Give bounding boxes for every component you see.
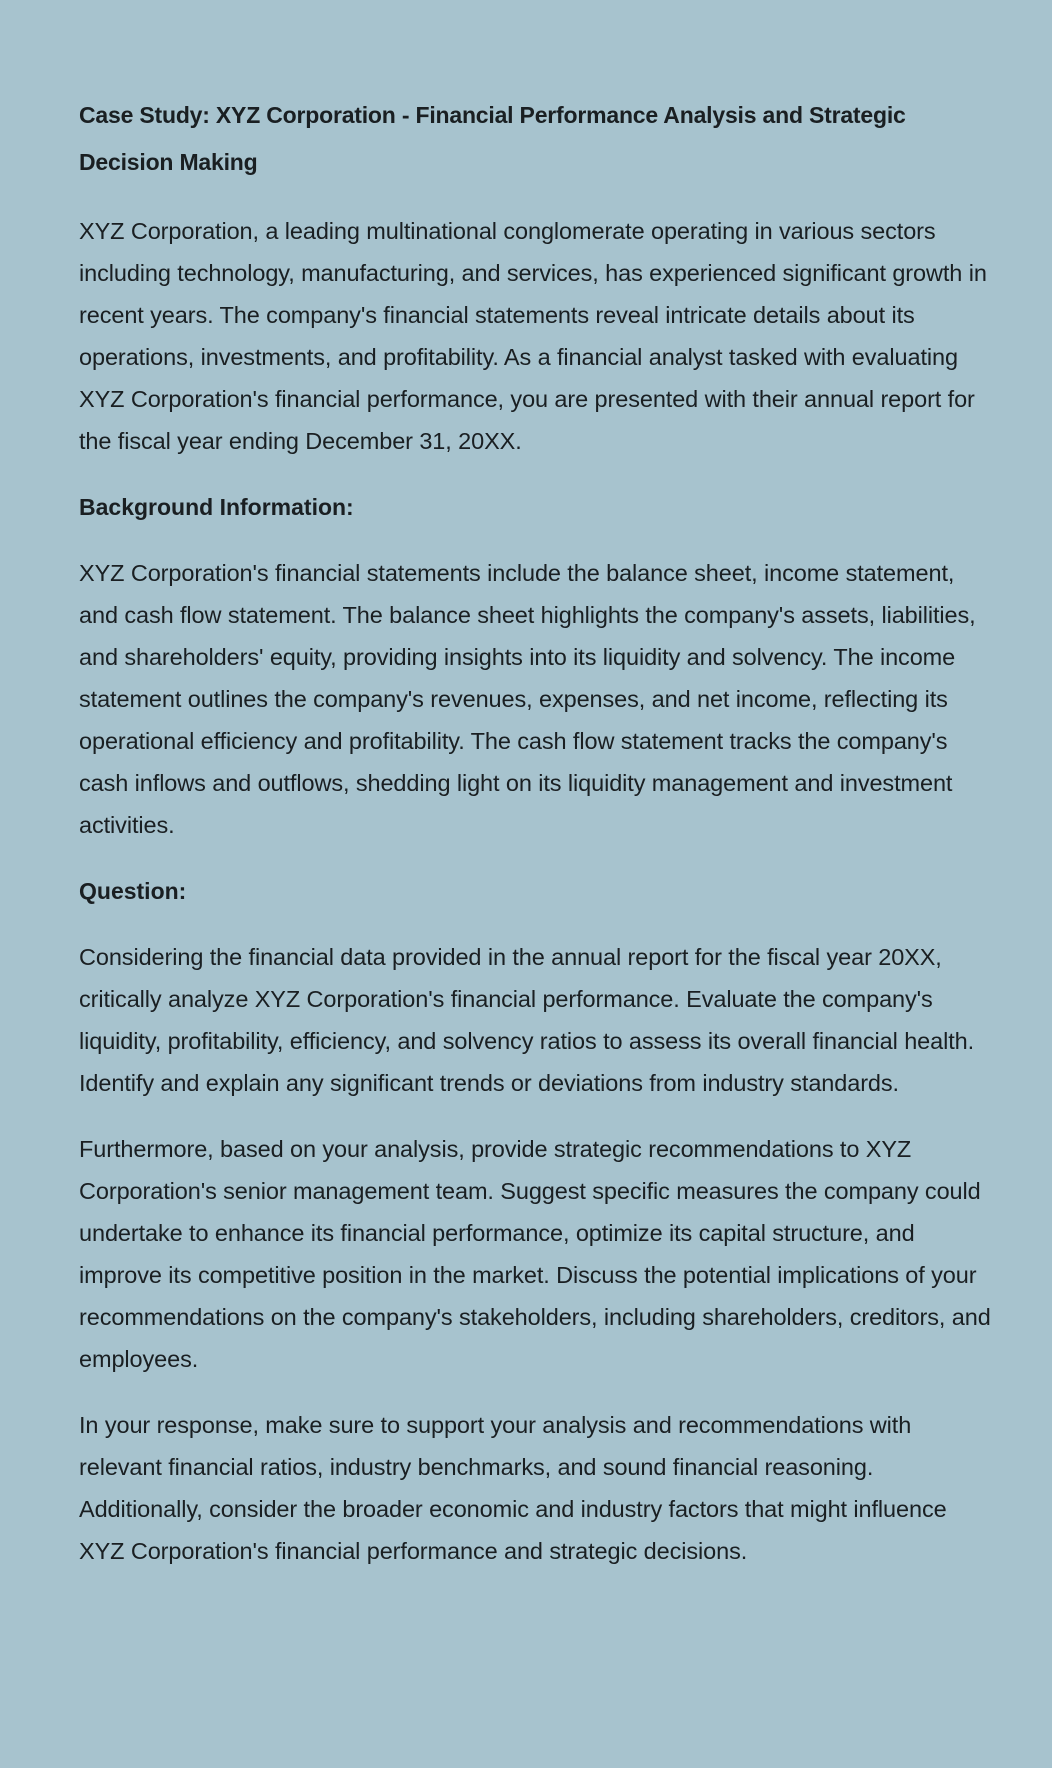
background-paragraph: XYZ Corporation's financial statements include the balance sheet, income statement, and cash flow statement. The balance sheet highlights the company's assets, liabilities, and shareholders' equity, providing insights into its liquidity and solvency. The income statement outlines the company's revenues, expenses, and net income, reflecting its operational efficiency and profitability. The cash flow statement tracks the company's cash inflows and outflows, shedding light on its liquidity management and investment activities. [79, 560, 976, 838]
intro-paragraph: XYZ Corporation, a leading multinational conglomerate operating in various sectors including technology, manufacturing, and services, has experienced significant growth in recent years. The company's financial statements reveal intricate details about its operations, investments, and profitability. As a financial analyst tasked with evaluating XYZ Corporation's financial performance, you are presented with their annual report for the fiscal year ending December 31, 20XX. [79, 218, 987, 454]
question-paragraph-2: Furthermore, based on your analysis, provide strategic recommendations to XYZ Corporation's senior management team. Suggest specific measures the company could undertake to enhance its financial performance, optimize its capital structure, and improve its competitive position in the market. Discuss the potential implications of your recommendations on the company's stakeholders, including shareholders, creditors, and employees. [79, 1136, 991, 1372]
question-paragraph-3: In your response, make sure to support your analysis and recommendations with relevant financial ratios, industry benchmarks, and sound financial reasoning. Additionally, consider the broader economic and industry factors that might influence XYZ Corporation's financial performance and strategic decisions. [79, 1412, 947, 1564]
background-heading: Background Information: [79, 494, 354, 520]
question-heading: Question: [79, 878, 187, 904]
question-paragraph-1: Considering the financial data provided in the annual report for the fiscal year 20XX, critically analyze XYZ Corporation's financial performance. Evaluate the company's liquidity, profitability, efficiency, and solvency ratios to assess its overall financial health. Identify and explain any significant trends or deviations from industry standards. [79, 944, 975, 1096]
case-study-title: Case Study: XYZ Corporation - Financial Performance Analysis and Strategic Decision Making [79, 102, 906, 175]
